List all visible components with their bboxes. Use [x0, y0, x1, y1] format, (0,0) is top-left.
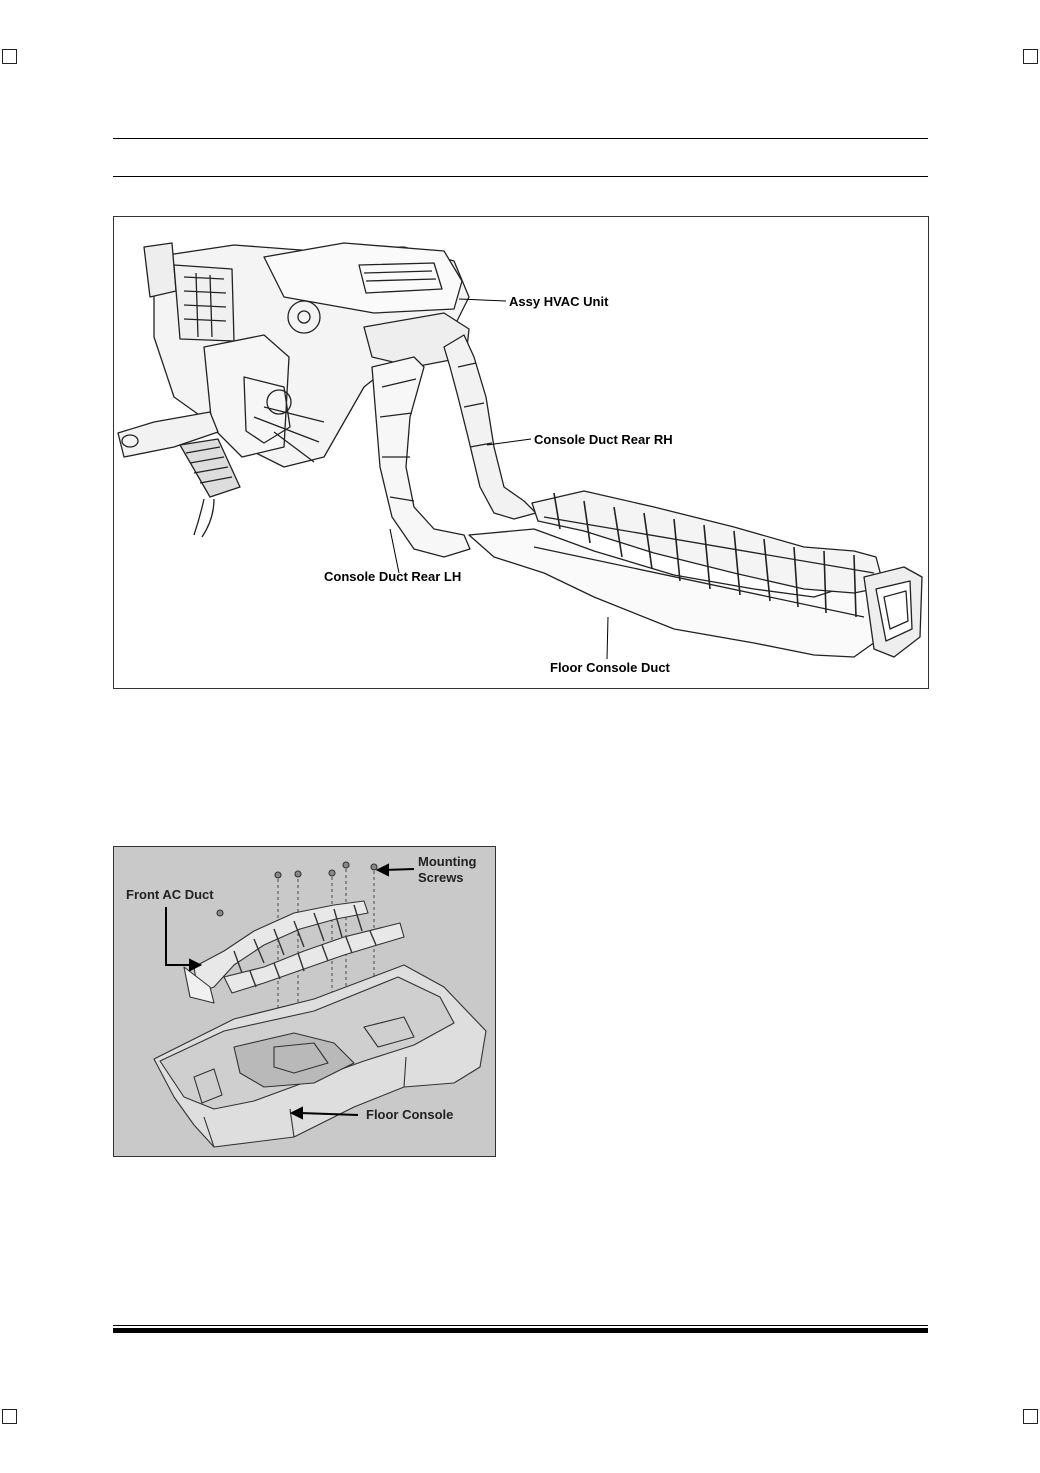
- floor-console-figure: [113, 846, 496, 1157]
- hvac-duct-figure: [113, 216, 929, 689]
- label-floor-console: Floor Console: [366, 1107, 454, 1122]
- floor-console-illustration: [114, 847, 495, 1156]
- header-rule-top: [113, 138, 928, 139]
- hvac-duct-illustration: [114, 217, 928, 688]
- label-mounting-screws-line2: Screws: [418, 870, 464, 885]
- header-rule-bottom: [113, 176, 928, 177]
- crop-mark-top-left: [2, 49, 17, 64]
- label-front-ac-duct: Front AC Duct: [126, 887, 214, 902]
- crop-mark-bottom-left: [2, 1409, 17, 1424]
- label-floor-console-duct: Floor Console Duct: [550, 660, 670, 675]
- crop-mark-bottom-right: [1023, 1409, 1038, 1424]
- label-mounting-screws-line1: Mounting: [418, 854, 477, 869]
- label-assy-hvac-unit: Assy HVAC Unit: [509, 294, 609, 309]
- label-console-duct-rear-lh: Console Duct Rear LH: [324, 569, 462, 584]
- footer-rule-thick: [113, 1328, 928, 1333]
- crop-mark-top-right: [1023, 49, 1038, 64]
- label-console-duct-rear-rh: Console Duct Rear RH: [534, 432, 673, 447]
- footer-rule-thin: [113, 1325, 928, 1326]
